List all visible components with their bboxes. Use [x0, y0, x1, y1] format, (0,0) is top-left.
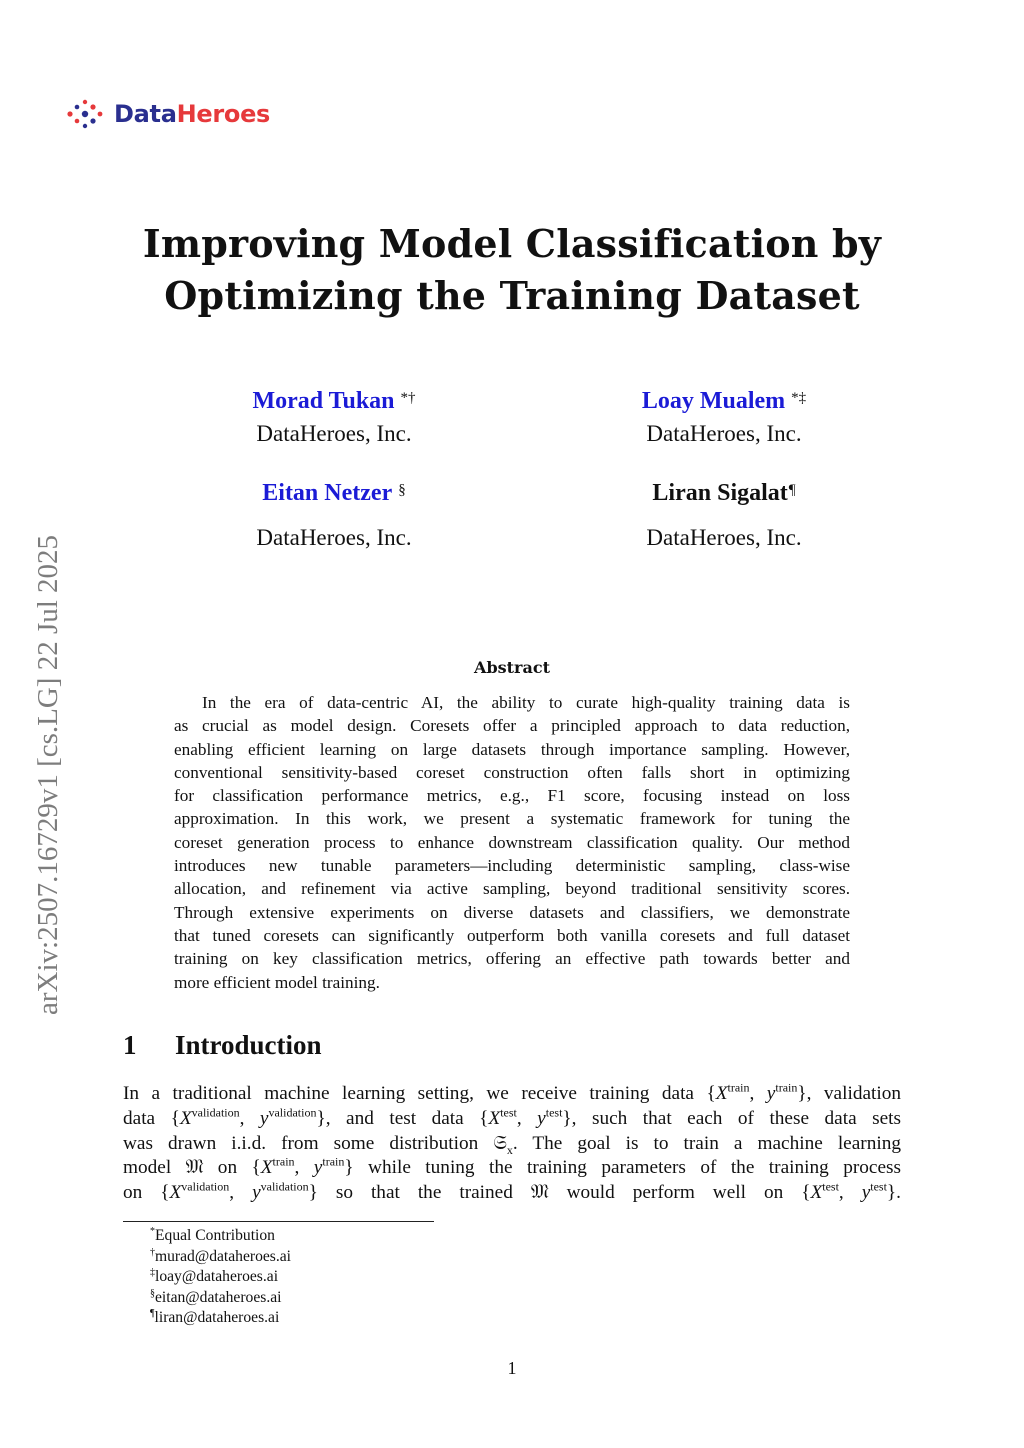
author-name-link[interactable]: Loay Mualem	[641, 388, 786, 414]
author-block	[604, 480, 844, 551]
abstract-body	[174, 691, 850, 994]
author-name-link[interactable]: Eitan Netzer	[262, 480, 393, 506]
author-affiliation: DataHeroes, Inc.	[646, 525, 802, 550]
title-line-2: Optimizing the Training Dataset	[164, 273, 860, 318]
abstract-line: introduces new tunable parameters—including deterministic sampling, class-wise	[174, 856, 850, 876]
footnote-divider	[123, 1221, 434, 1222]
section-heading	[123, 1030, 322, 1061]
abstract-line: enabling efficient learning on large datasets through importance sampling. However,	[174, 739, 850, 759]
author-footnote-marks: §	[398, 481, 406, 498]
section-title: Introduction	[175, 1030, 322, 1060]
abstract-line: allocation, and refinement via active sampling, beyond traditional sensitivity scores.	[174, 879, 850, 899]
author-affiliation: DataHeroes, Inc.	[256, 525, 412, 550]
author-footnote-marks: ¶	[788, 481, 796, 498]
page-number: 1	[507, 1358, 517, 1378]
footnote-item: §eitan@dataheroes.ai	[150, 1287, 282, 1306]
abstract-line: conventional sensitivity-based coreset construction often falls short in optimizing	[174, 762, 850, 782]
abstract-line: for classification performance metrics, e.g., F1 score, focusing instead on loss	[174, 786, 850, 806]
abstract-line: that tuned coresets can significantly outperform both vanilla coresets and full dataset	[174, 925, 850, 945]
footnote-item: †murad@dataheroes.ai	[150, 1246, 292, 1265]
logo-dots-icon	[66, 98, 104, 130]
title-line-1: Improving Model Classification by	[142, 221, 882, 266]
intro-line: data {$X^{validation}$, $y^{validation}$}, and test data {$X^{test}$, $y^{test}$}, such that each of these data sets	[123, 1105, 902, 1129]
arxiv-side-stamp: arXiv:2507.16729v1 [cs.LG] 22 Jul 2025	[32, 534, 64, 1015]
dataheroes-logo	[66, 98, 270, 130]
footnote-item: *Equal Contribution	[150, 1225, 275, 1244]
footnotes	[150, 1226, 291, 1329]
abstract-line: coreset generation process to enhance downstream classification quality. Our method	[174, 832, 850, 852]
abstract-heading: Abstract	[474, 658, 550, 677]
paper-title	[100, 218, 924, 322]
abstract-line: as crucial as model design. Coresets offer a principled approach to data reduction,	[174, 716, 850, 736]
logo-wordmark: DataHeroes	[114, 100, 271, 128]
intro-line: was drawn i.i.d. from some distribution 𝔖$_x$. The goal is to train a machine learning	[123, 1132, 901, 1157]
abstract-line: In the era of data-centric AI, the ability to curate high-quality training data is	[202, 693, 850, 712]
intro-line: In a traditional machine learning setting, we receive training data {$X^{train}$, $y^{train}$}, validation	[123, 1080, 902, 1104]
abstract-line: approximation. In this work, we present a systematic framework for tuning the	[174, 809, 850, 829]
author-block	[214, 388, 454, 447]
intro-paragraph	[123, 1082, 901, 1206]
abstract-line: more efficient model training.	[174, 972, 380, 992]
author-footnote-marks: *†	[400, 389, 416, 406]
footnote-item: ‡loay@dataheroes.ai	[150, 1267, 279, 1286]
author-affiliation: DataHeroes, Inc.	[646, 421, 802, 446]
abstract-line: Through extensive experiments on diverse datasets and classifiers, we demonstrate	[174, 902, 850, 922]
author-name: Liran Sigalat	[652, 480, 788, 506]
author-block	[604, 388, 844, 447]
author-affiliation: DataHeroes, Inc.	[256, 421, 412, 446]
intro-line: model 𝔐 on {$X^{train}$, $y^{train}$} while tuning the training parameters of the training process	[123, 1154, 902, 1179]
author-block	[214, 480, 454, 551]
intro-line: on {$X^{validation}$, $y^{validation}$} so that the trained 𝔐 would perform well on {$X^{test}$, $y^{test}$}.	[123, 1179, 901, 1204]
footnote-item: ¶liran@dataheroes.ai	[150, 1308, 280, 1327]
abstract-line: training on key classification metrics, offering an effective path towards better and	[174, 949, 850, 969]
author-footnote-marks: *‡	[791, 389, 807, 406]
section-number: 1	[123, 1030, 137, 1060]
author-name-link[interactable]: Morad Tukan	[252, 388, 395, 414]
